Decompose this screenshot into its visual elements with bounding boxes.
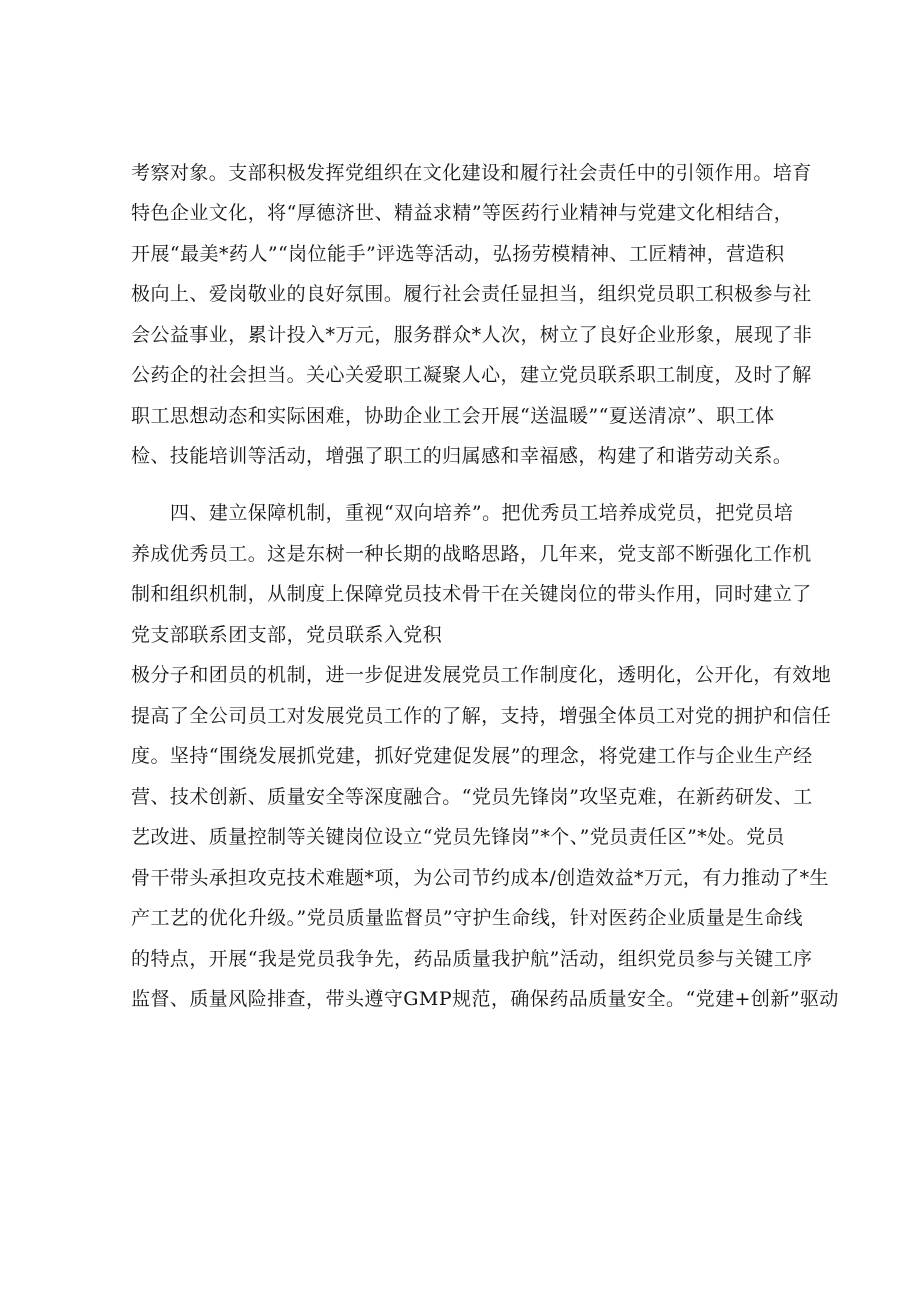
text-line: 会公益事业，累计投入*万元，服务群众*人次，树立了良好企业形象，展现了非 [131,324,813,346]
text-line: 检、技能培训等活动，增强了职工的归属感和幸福感，构建了和谐劳动关系。 [131,445,793,467]
text-line: 艺改进、质量控制等关键岗位设立“党员先锋岗”*个、”党员责任区”*处。党员 [131,826,786,848]
text-line: 的特点，开展“我是党员我争先，药品质量我护航”活动，组织党员参与关键工序 [131,948,813,970]
text-line: 特色企业文化，将“厚德济世、精益求精”等医药行业精神与党建文化相结合， [131,202,794,224]
text-line: 极向上、爱岗敬业的良好氛围。履行社会责任显担当，组织党员职工积极参与社 [131,283,812,305]
text-line: 制和组织机制，从制度上保障党员技术骨干在关键岗位的带头作用，同时建立了 [131,583,812,605]
text-line: 提高了全公司员工对发展党员工作的了解，支持，增强全体员工对党的拥护和信任 [131,705,832,727]
text-line: 养成优秀员工。这是东树一种长期的战略思路，几年来，党支部不断强化工作机 [131,543,812,565]
text-line: 职工思想动态和实际困难，协助企业工会开展“送温暖”“夏送清凉”、职工体 [131,405,775,427]
text-line: 考察对象。支部积极发挥党组织在文化建设和履行社会责任中的引领作用。培育 [131,162,812,184]
text-line: 开展“最美*药人”“岗位能手”评选等活动，弘扬劳模精神、工匠精神，营造积 [131,243,785,265]
text-line: 骨干带头承担攻克技术难题*项，为公司节约成本/创造效益*万元，有力推动了*生 [131,867,830,889]
text-line: 公药企的社会担当。关心关爱职工凝聚人心，建立党员联系职工制度，及时了解 [131,364,812,386]
text-line: 党支部联系团支部，党员联系入党积 [131,624,443,646]
text-line: 产工艺的优化升级。”党员质量监督员”守护生命线，针对医药企业质量是生命线 [131,907,804,929]
text-line: 营、技术创新、质量安全等深度融合。“党员先锋岗”攻坚克难，在新药研发、工 [131,786,813,808]
text-line: 度。坚持“围绕发展抓党建，抓好党建促发展”的理念，将党建工作与企业生产经 [131,745,813,767]
text-line: 监督、质量风险排查，带头遵守GMP规范，确保药品质量安全。“党建+创新”驱动 [131,988,839,1010]
text-line: 四、建立保障机制，重视“双向培养”。把优秀员工培养成党员，把党员培 [170,502,794,524]
text-line: 极分子和团员的机制，进一步促进发展党员工作制度化，透明化，公开化，有效地 [131,664,832,686]
